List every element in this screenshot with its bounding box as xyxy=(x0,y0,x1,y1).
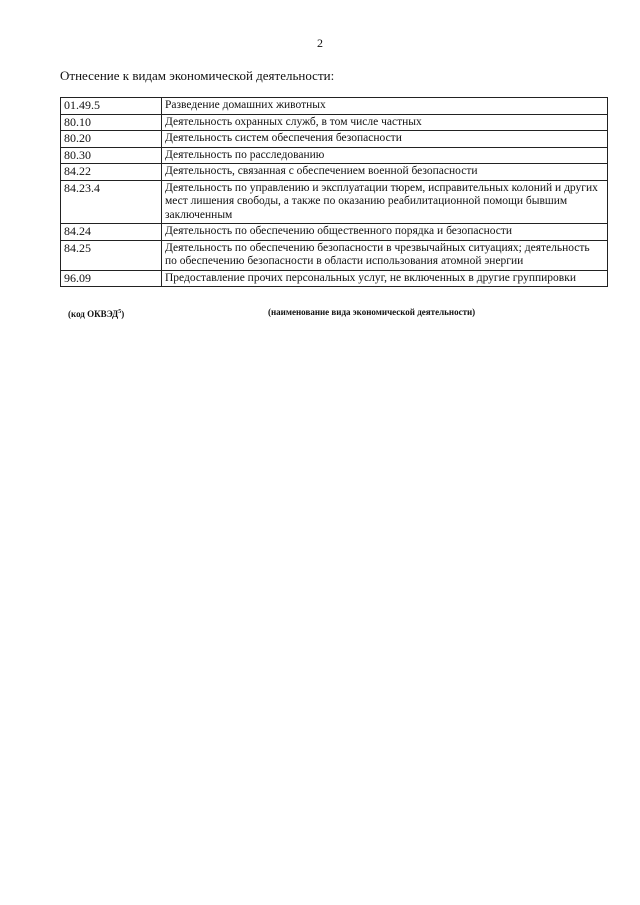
activity-name-caption: (наименование вида экономической деятельности) xyxy=(268,307,476,317)
okved-code: 80.10 xyxy=(61,114,162,131)
table-row xyxy=(61,147,608,164)
okved-code: 96.09 xyxy=(61,270,162,287)
okved-code: 80.20 xyxy=(61,131,162,148)
activity-name: Деятельность, связанная с обеспечением военной безопасности xyxy=(162,164,608,181)
activity-name: Деятельность по обеспечению безопасности в чрезвычайных ситуациях; деятельность по обеспечению безопасности в области использования атомной энергии xyxy=(162,240,608,270)
activity-name: Деятельность охранных служб, в том числе частных xyxy=(162,114,608,131)
table-row xyxy=(61,224,608,241)
okved-code: 84.23.4 xyxy=(61,180,162,224)
activity-name: Деятельность по управлению и эксплуатации тюрем, исправительных колоний и других мест лишения свободы, а также по оказанию реабилитационной помощи бывшим заключенным xyxy=(162,180,608,224)
okved-code: 84.25 xyxy=(61,240,162,270)
okved-code-caption xyxy=(68,309,124,319)
table-row xyxy=(61,164,608,181)
table-row xyxy=(61,131,608,148)
table-row xyxy=(61,114,608,131)
table-row xyxy=(61,240,608,270)
activity-name: Деятельность систем обеспечения безопасности xyxy=(162,131,608,148)
section-heading: Отнесение к видам экономической деятельности: xyxy=(60,68,335,83)
okved-code: 84.22 xyxy=(61,164,162,181)
table-row xyxy=(61,180,608,224)
okved-code-caption-close: ) xyxy=(121,309,125,319)
page-number: 2 xyxy=(317,36,323,50)
footnote-marker: 5 xyxy=(118,309,122,315)
okved-code: 80.30 xyxy=(61,147,162,164)
okved-table xyxy=(60,97,608,287)
activity-name: Деятельность по расследованию xyxy=(162,147,608,164)
table-row xyxy=(61,270,608,287)
table-row xyxy=(61,98,608,115)
okved-code-caption-text: (код ОКВЭД xyxy=(68,309,119,319)
activity-name: Разведение домашних животных xyxy=(162,98,608,115)
okved-code: 84.24 xyxy=(61,224,162,241)
activity-name: Предоставление прочих персональных услуг, не включенных в другие группировки xyxy=(162,270,608,287)
activity-name: Деятельность по обеспечению общественного порядка и безопасности xyxy=(162,224,608,241)
okved-code: 01.49.5 xyxy=(61,98,162,115)
